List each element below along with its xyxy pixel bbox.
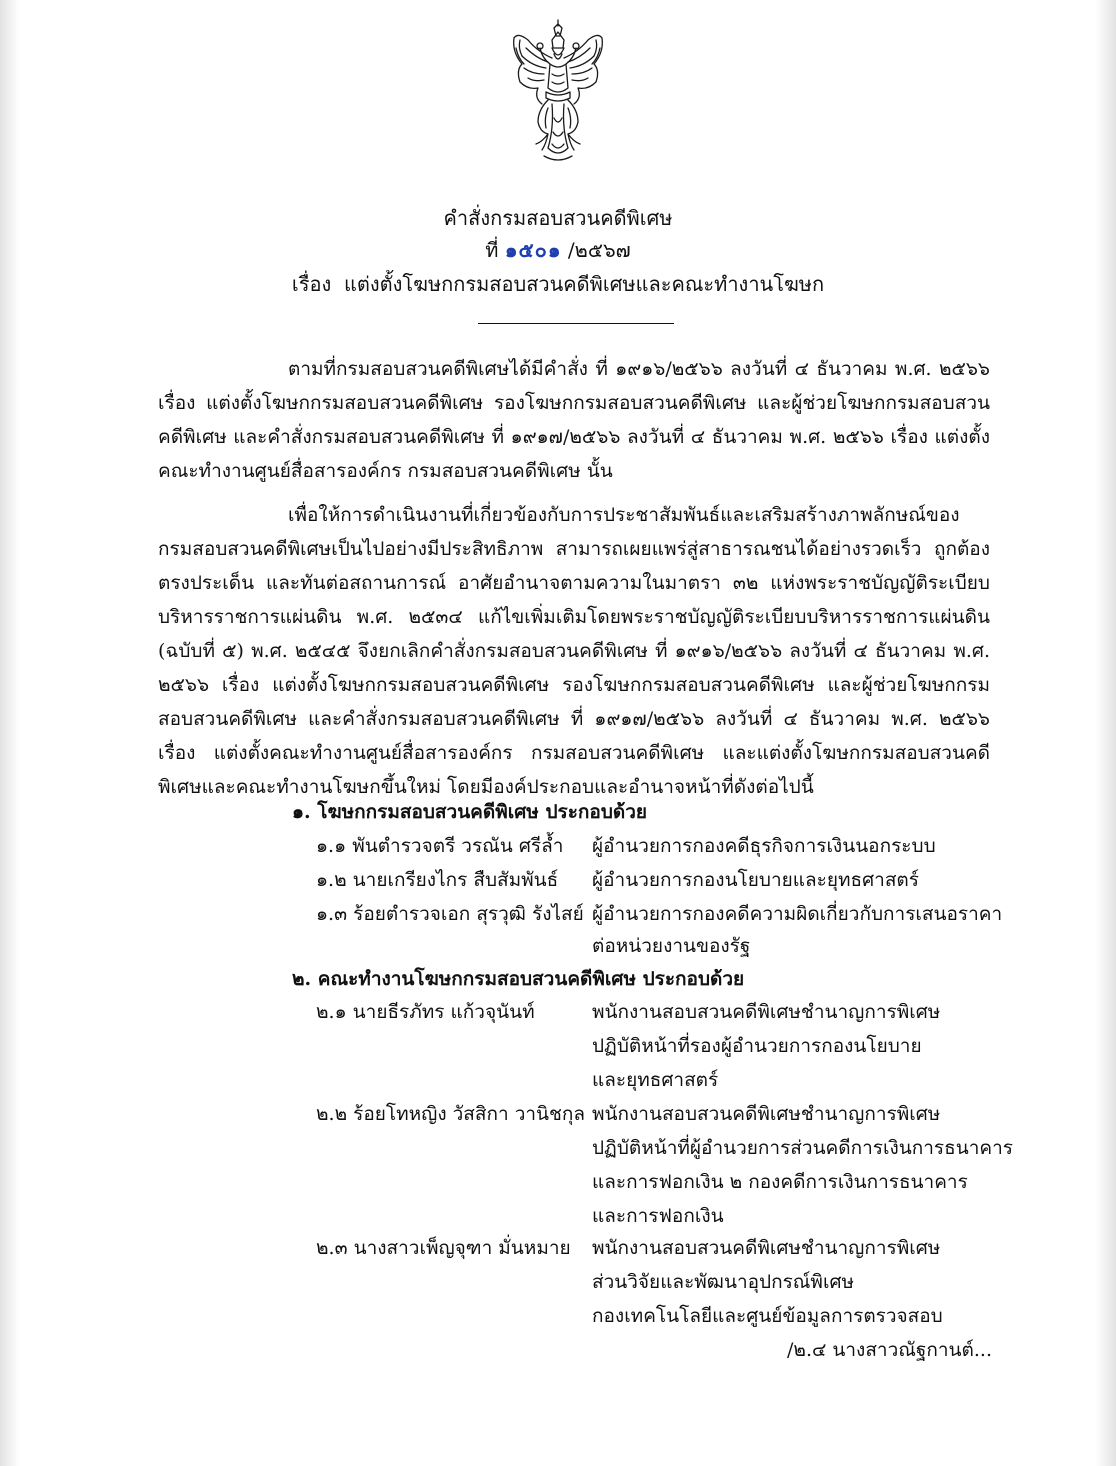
member-name: ๒.๑ นายธีรภัทร แก้วจุนันท์ bbox=[316, 1001, 535, 1023]
member-name: ๑.๓ ร้อยตำรวจเอก สุรวุฒิ รังไสย์ bbox=[316, 903, 584, 925]
member-role-continued: และการฟอกเงิน bbox=[592, 1205, 724, 1227]
member-role-continued: และการฟอกเงิน ๒ กองคดีการเงินการธนาคาร bbox=[592, 1171, 968, 1193]
order-number-prefix: ที่ bbox=[485, 238, 499, 262]
order-number: ๑๕๐๑ bbox=[504, 238, 562, 262]
member-role: ผู้อำนวยการกองคดีธุรกิจการเงินนอกระบบ bbox=[592, 835, 936, 857]
member-role: พนักงานสอบสวนคดีพิเศษชำนาญการพิเศษ bbox=[592, 1237, 941, 1259]
member-role-continued: ส่วนวิจัยและพัฒนาอุปกรณ์พิเศษ bbox=[592, 1271, 855, 1293]
section-1-heading: ๑. โฆษกกรมสอบสวนคดีพิเศษ ประกอบด้วย bbox=[292, 801, 648, 823]
order-number-year: /๒๕๖๗ bbox=[567, 238, 631, 262]
member-role-continued: และยุทธศาสตร์ bbox=[592, 1069, 719, 1091]
member-role: ผู้อำนวยการกองนโยบายและยุทธศาสตร์ bbox=[592, 869, 919, 891]
member-name: ๒.๓ นางสาวเพ็ญจุฑา มั่นหมาย bbox=[316, 1237, 571, 1259]
member-role-continued: กองเทคโนโลยีและศูนย์ข้อมูลการตรวจสอบ bbox=[592, 1305, 943, 1327]
page-continuation-marker: /๒.๔ นางสาวณัฐกานต์... bbox=[787, 1339, 992, 1361]
member-name: ๒.๒ ร้อยโทหญิง วัสสิกา วานิชกุล bbox=[316, 1103, 586, 1125]
subject-text: แต่งตั้งโฆษกกรมสอบสวนคดีพิเศษและคณะทำงานโฆษก bbox=[343, 272, 825, 296]
order-title: คำสั่งกรมสอบสวนคดีพิเศษ bbox=[443, 206, 673, 230]
member-role: ผู้อำนวยการกองคดีความผิดเกี่ยวกับการเสนอราคา bbox=[592, 903, 1003, 925]
section-2-heading: ๒. คณะทำงานโฆษกกรมสอบสวนคดีพิเศษ ประกอบด้วย bbox=[292, 968, 745, 990]
order-subject-line bbox=[0, 270, 1116, 298]
paragraph-background bbox=[158, 352, 990, 488]
member-name: ๑.๑ พันตำรวจตรี วรณัน ศรีล้ำ bbox=[316, 835, 564, 857]
member-name: ๑.๒ นายเกรียงไกร สืบสัมพันธ์ bbox=[316, 869, 559, 891]
member-role-continued: ต่อหน่วยงานของรัฐ bbox=[592, 935, 751, 957]
order-number-line bbox=[0, 236, 1116, 264]
paragraph-background-text: ตามที่กรมสอบสวนคดีพิเศษได้มีคำสั่ง ที่ ๑๙๑๖/๒๕๖๖ ลงวันที่ ๔ ธันวาคม พ.ศ. ๒๕๖๖ เรื่อง แต่งตั้งโฆษกกรมสอบสวนคดีพิเศษ รองโฆษกกรมสอบสวนคดีพิเศษ และผู้ช่วยโฆษกกรมสอบสวนคดีพิเศษ และคำสั่งกรมสอบสวนคดีพิเศษ ที่ ๑๙๑๗/๒๕๖๖ ลงวันที่ ๔ ธันวาคม พ.ศ. ๒๕๖๖ เรื่อง แต่งตั้งคณะทำงานศูนย์สื่อสารองค์กร กรมสอบสวนคดีพิเศษ นั้น bbox=[158, 358, 990, 482]
member-role-continued: ปฏิบัติหน้าที่รองผู้อำนวยการกองนโยบาย bbox=[592, 1035, 922, 1057]
subject-label: เรื่อง bbox=[291, 272, 332, 296]
garuda-emblem-icon bbox=[508, 18, 608, 166]
paragraph-order bbox=[158, 498, 990, 804]
paragraph-order-text: เพื่อให้การดำเนินงานที่เกี่ยวข้องกับการประชาสัมพันธ์และเสริมสร้างภาพลักษณ์ของกรมสอบสวนคดีพิเศษเป็นไปอย่างมีประสิทธิภาพ สามารถเผยแพร่สู่สาธารณชนได้อย่างรวดเร็ว ถูกต้อง ตรงประเด็น และทันต่อสถานการณ์ อาศัยอำนาจตามความในมาตรา ๓๒ แห่งพระราชบัญญัติระเบียบบริหารราชการแผ่นดิน พ.ศ. ๒๕๓๔ แก้ไขเพิ่มเติมโดยพระราชบัญญัติระเบียบบริหารราชการแผ่นดิน (ฉบับที่ ๕) พ.ศ. ๒๕๔๕ จึงยกเลิกคำสั่งกรมสอบสวนคดีพิเศษ ที่ ๑๙๑๖/๒๕๖๖ ลงวันที่ ๔ ธันวาคม พ.ศ. ๒๕๖๖ เรื่อง แต่งตั้งโฆษกกรมสอบสวนคดีพิเศษ รองโฆษกกรมสอบสวนคดีพิเศษ และผู้ช่วยโฆษกกรมสอบสวนคดีพิเศษ และคำสั่งกรมสอบสวนคดีพิเศษ ที่ ๑๙๑๗/๒๕๖๖ ลงวันที่ ๔ ธันวาคม พ.ศ. ๒๕๖๖ เรื่อง แต่งตั้งคณะทำงานศูนย์สื่อสารองค์กร กรมสอบสวนคดีพิเศษ และแต่งตั้งโฆษกกรมสอบสวนคดีพิเศษและคณะทำงานโฆษกขึ้นใหม่ โดยมีองค์ประกอบและอำนาจหน้าที่ดังต่อไปนี้ bbox=[158, 504, 990, 798]
member-role: พนักงานสอบสวนคดีพิเศษชำนาญการพิเศษ bbox=[592, 1103, 941, 1125]
member-role-continued: ปฏิบัติหน้าที่ผู้อำนวยการส่วนคดีการเงินการธนาคาร bbox=[592, 1137, 1013, 1159]
title-divider bbox=[478, 323, 674, 324]
member-role: พนักงานสอบสวนคดีพิเศษชำนาญการพิเศษ bbox=[592, 1001, 941, 1023]
